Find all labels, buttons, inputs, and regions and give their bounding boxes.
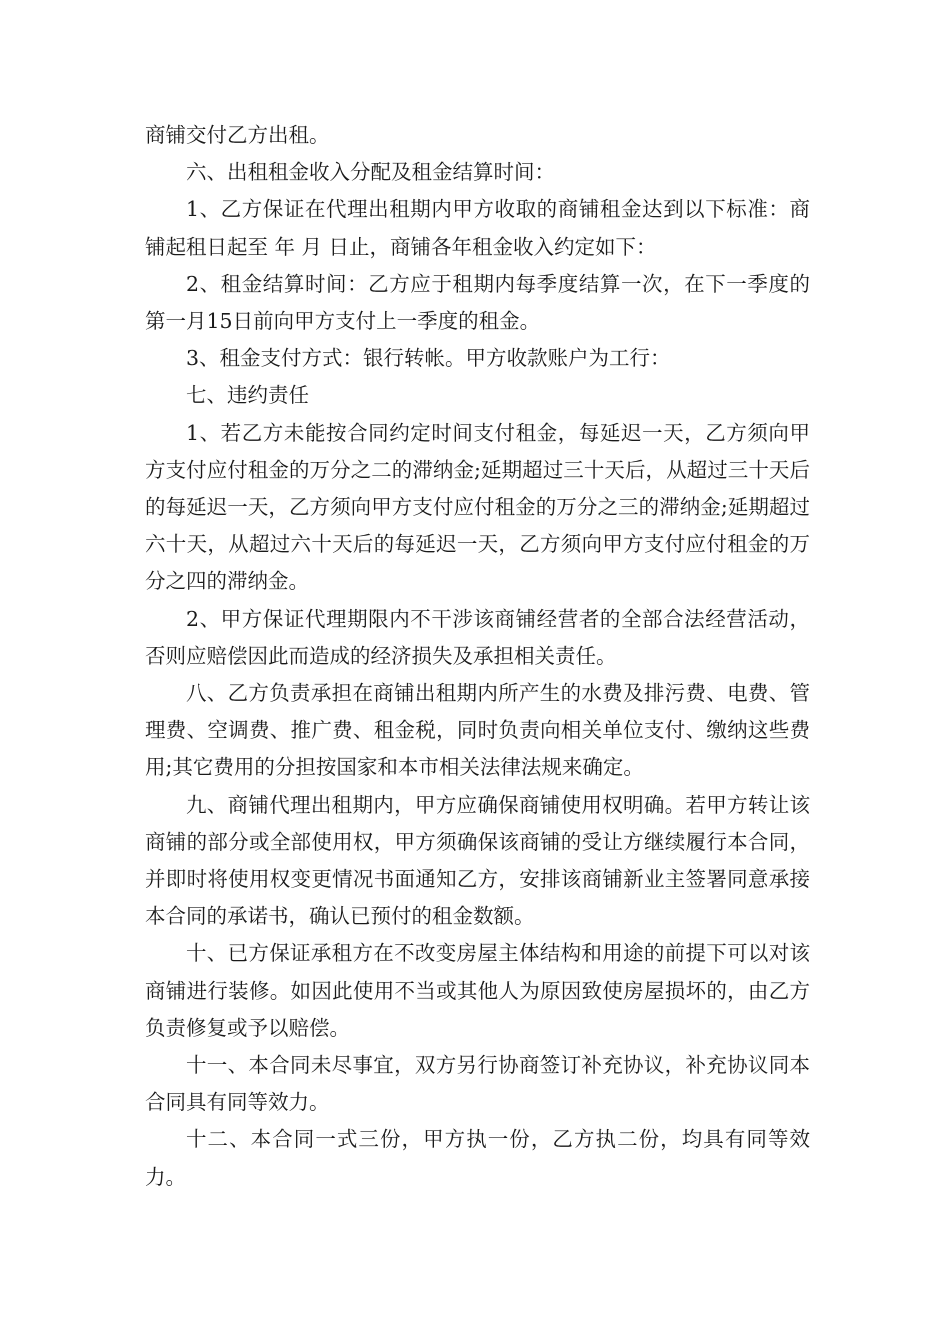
paragraph-13: 十二、本合同一式三份，甲方执一份，乙方执二份，均具有同等效力。 — [145, 1127, 810, 1189]
paragraph-8: 2、甲方保证代理期限内不干涉该商铺经营者的全部合法经营活动，否则应赔偿因此而造成的经济损失及承担相关责任。 — [145, 606, 810, 668]
paragraph-1: 商铺交付乙方出租。 — [145, 123, 330, 147]
paragraph-6: 七、违约责任 — [186, 383, 309, 408]
paragraph-10: 九、商铺代理出租期内，甲方应确保商铺使用权明确。若甲方转让该商铺的部分或全部使用权，甲方须确保该商铺的受让方继续履行本合同，并即时将使用权变更情况书面通知乙方，安排该商铺新业主签署同意承接本合同的承诺书，确认已预付的租金数额。 — [145, 792, 810, 929]
paragraph-3: 1、乙方保证在代理出租期内甲方收取的商铺租金达到以下标准：商铺起租日起至 年 月 日止，商铺各年租金收入约定如下： — [145, 197, 810, 259]
paragraph-7: 1、若乙方未能按合同约定时间支付租金，每延迟一天，乙方须向甲方支付应付租金的万分之二的滞纳金;延期超过三十天后，从超过三十天后的每延迟一天，乙方须向甲方支付应付租金的万分之三的滞纳金;延期超过六十天，从超过六十天后的每延迟一天，乙方须向甲方支付应付租金的万分之四的滞纳金。 — [145, 420, 810, 594]
paragraph-11: 十、已方保证承租方在不改变房屋主体结构和用途的前提下可以对该商铺进行装修。如因此使用不当或其他人为原因致使房屋损坏的，由乙方负责修复或予以赔偿。 — [145, 941, 810, 1040]
paragraph-12: 十一、本合同未尽事宜，双方另行协商签订补充协议，补充协议同本合同具有同等效力。 — [145, 1053, 810, 1115]
paragraph-2: 六、出租租金收入分配及租金结算时间： — [186, 160, 555, 185]
paragraph-5: 3、租金支付方式：银行转帐。甲方收款账户为工行： — [186, 346, 671, 371]
paragraph-4: 2、租金结算时间：乙方应于租期内每季度结算一次，在下一季度的第一月15日前向甲方支付上一季度的租金。 — [145, 271, 810, 334]
document-body — [145, 117, 810, 1196]
paragraph-9: 八、乙方负责承担在商铺出租期内所产生的水费及排污费、电费、管理费、空调费、推广费、租金税，同时负责向相关单位支付、缴纳这些费用;其它费用的分担按国家和本市相关法律法规来确定。 — [145, 681, 810, 780]
